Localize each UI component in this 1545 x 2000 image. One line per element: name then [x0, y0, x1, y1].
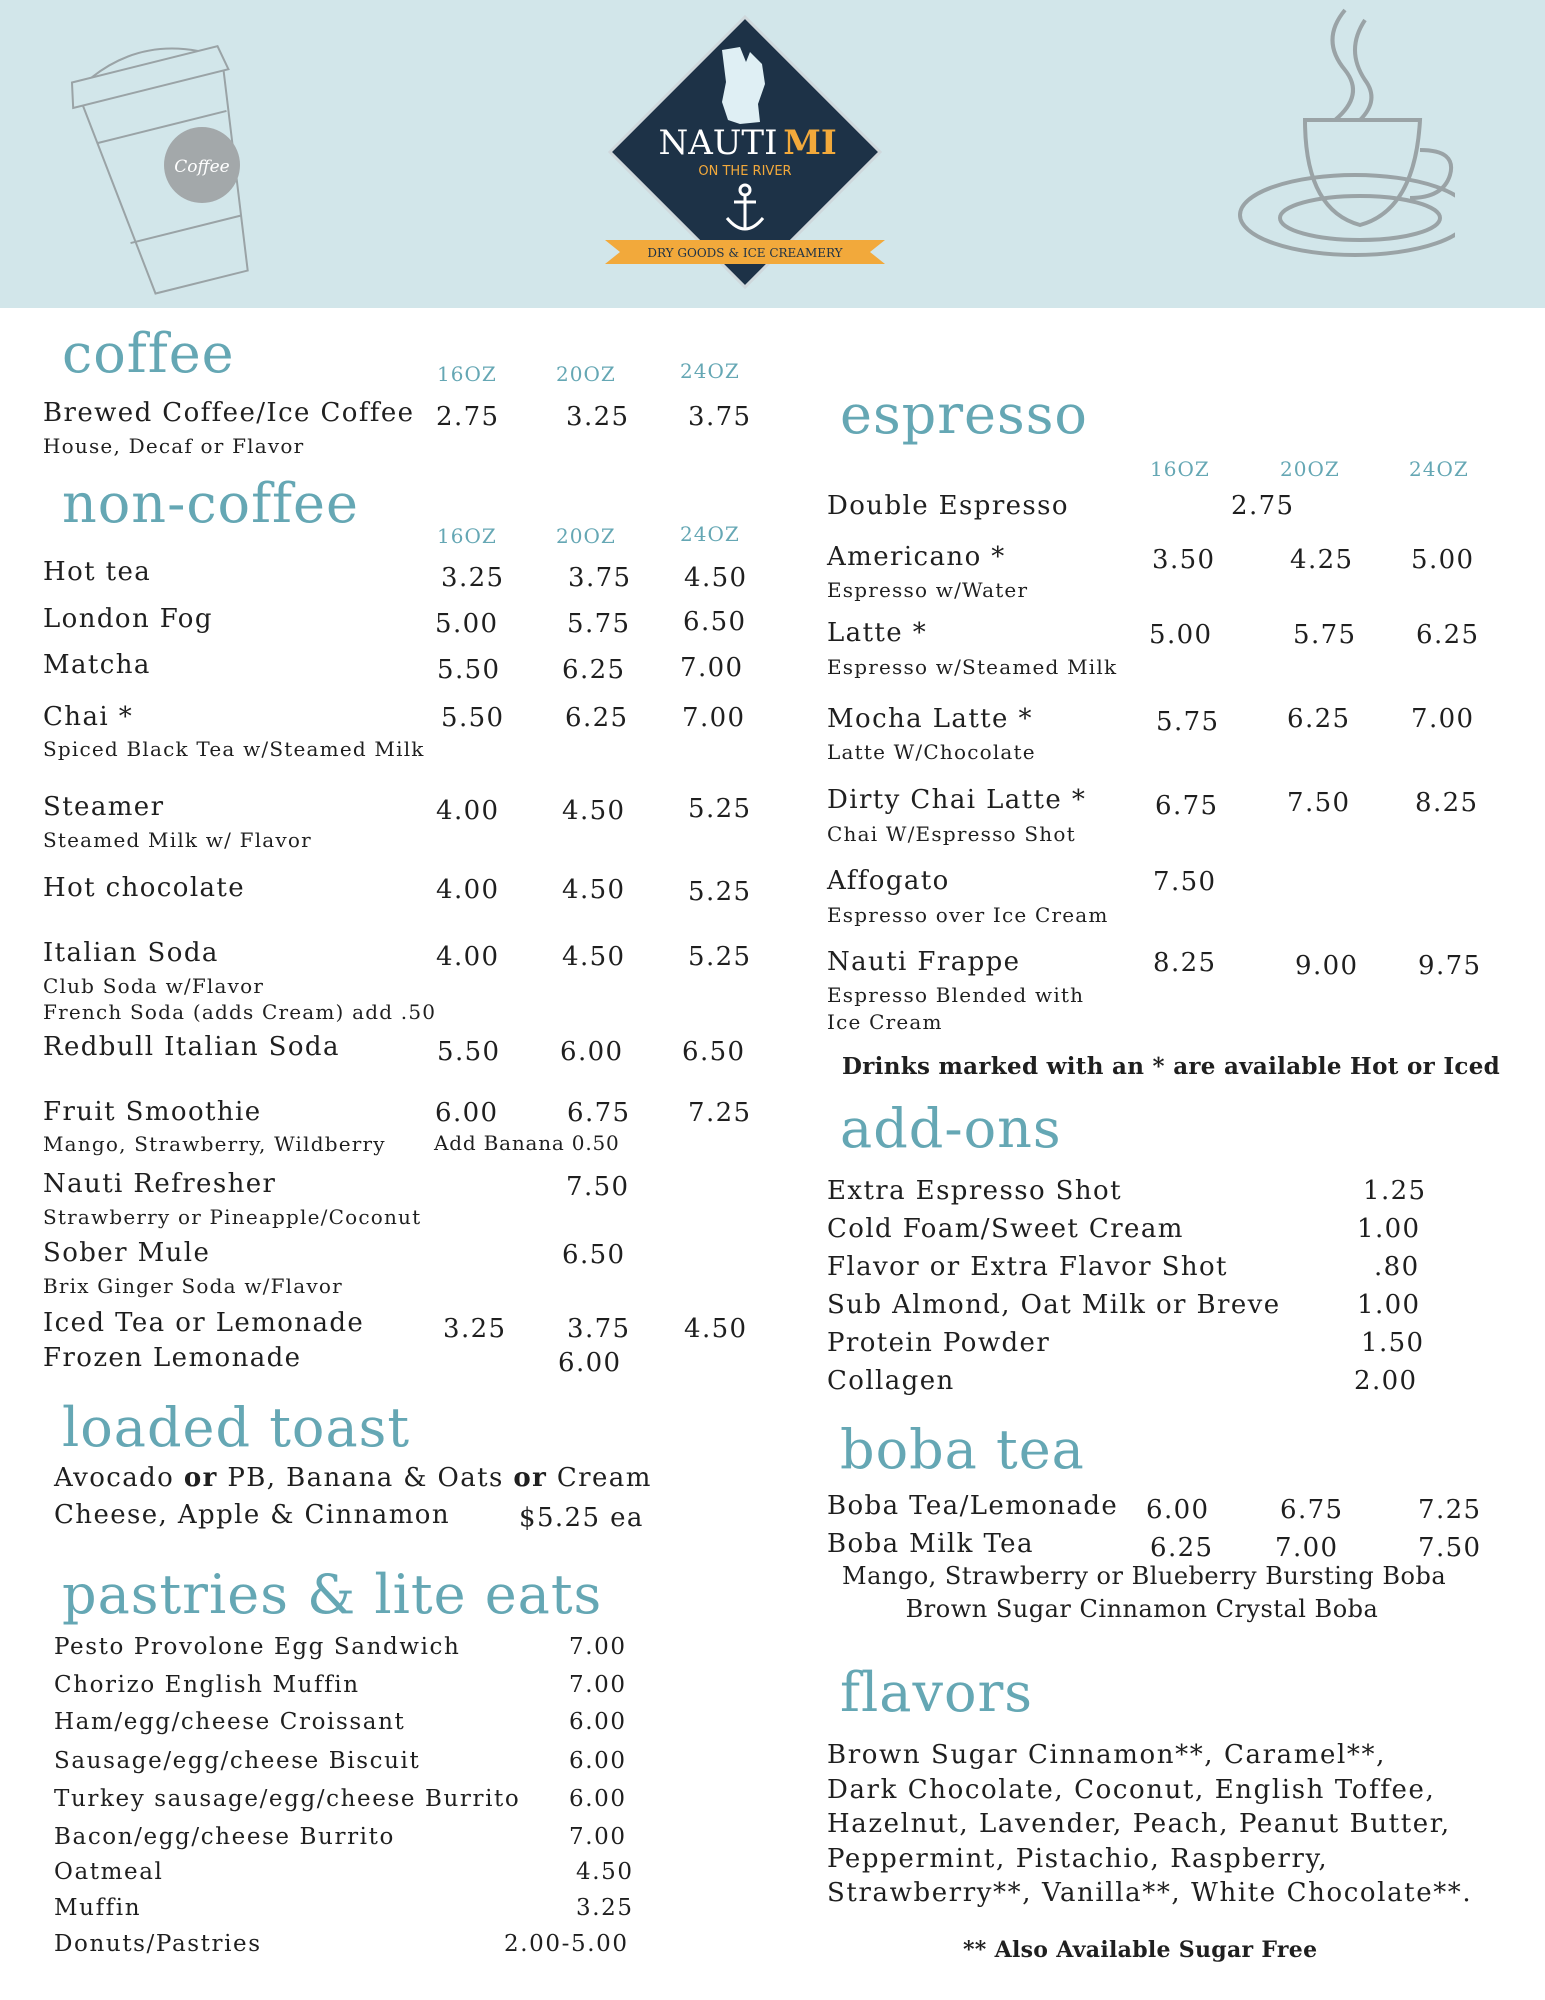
size-header: 16OZ — [437, 524, 497, 548]
menu-item-name: Hot chocolate — [43, 873, 246, 903]
menu-item-name: Nauti Refresher — [43, 1169, 277, 1199]
menu-item-desc: House, Decaf or Flavor — [43, 434, 305, 458]
menu-item-desc: Espresso over Ice Cream — [827, 903, 1109, 927]
menu-item-desc: Ice Cream — [827, 1010, 943, 1034]
coffee-cup-icon — [1195, 0, 1455, 290]
menu-item-name: Steamer — [43, 792, 165, 822]
size-header: 20OZ — [556, 362, 616, 386]
price: 4.50 — [562, 796, 626, 826]
price: 6.00 — [569, 1786, 627, 1812]
price: 7.00 — [569, 1672, 627, 1698]
menu-item-desc: Club Soda w/Flavor — [43, 974, 265, 998]
price: 7.50 — [566, 1172, 630, 1202]
svg-text:MI: MI — [783, 123, 837, 163]
menu-item-name: Italian Soda — [43, 938, 219, 968]
price: 7.00 — [1275, 1533, 1339, 1563]
price: 6.50 — [683, 607, 747, 637]
flavor-line: Peppermint, Pistachio, Raspberry, — [827, 1844, 1329, 1874]
price: .80 — [1374, 1252, 1420, 1282]
menu-item-name: Frozen Lemonade — [43, 1343, 302, 1373]
add-banana-note: Add Banana 0.50 — [434, 1131, 620, 1155]
price: 5.50 — [437, 1037, 501, 1067]
pastry-name: Bacon/egg/cheese Burrito — [54, 1824, 395, 1850]
price: 4.00 — [436, 942, 500, 972]
size-header: 24OZ — [680, 359, 740, 383]
price: 6.25 — [562, 655, 626, 685]
non-coffee-heading: non-coffee — [62, 472, 359, 535]
price: 7.50 — [1287, 788, 1351, 818]
menu-item-name: Americano * — [827, 542, 1006, 572]
menu-item-name: Latte * — [827, 618, 928, 648]
price: 4.50 — [684, 1314, 748, 1344]
menu-item-desc: Chai W/Espresso Shot — [827, 822, 1076, 846]
price: 6.50 — [562, 1240, 626, 1270]
pastry-name: Sausage/egg/cheese Biscuit — [54, 1748, 421, 1774]
price: 6.25 — [1287, 704, 1351, 734]
header-banner — [0, 0, 1545, 308]
price: 3.50 — [1152, 545, 1216, 575]
svg-text:ON THE RIVER: ON THE RIVER — [698, 164, 792, 179]
pastry-name: Oatmeal — [54, 1859, 164, 1885]
price: 5.00 — [435, 609, 499, 639]
price: 6.00 — [560, 1037, 624, 1067]
menu-item-desc: French Soda (adds Cream) add .50 — [43, 1000, 437, 1024]
menu-item-name: Brewed Coffee/Ice Coffee — [43, 398, 415, 428]
boba-item-name: Boba Tea/Lemonade — [827, 1491, 1119, 1521]
price: 5.25 — [688, 942, 752, 972]
menu-item-name: Fruit Smoothie — [43, 1097, 262, 1127]
price: 7.00 — [680, 653, 744, 683]
size-header: 16OZ — [437, 362, 497, 386]
flavor-line: Brown Sugar Cinnamon**, Caramel**, — [827, 1740, 1386, 1770]
price: 8.25 — [1415, 788, 1479, 818]
price: 9.00 — [1295, 951, 1359, 981]
size-header: 20OZ — [1280, 457, 1340, 481]
menu-item-desc: Latte W/Chocolate — [827, 740, 1036, 764]
addon-name: Sub Almond, Oat Milk or Breve — [827, 1290, 1281, 1320]
menu-item-desc: Mango, Strawberry, Wildberry — [43, 1132, 386, 1156]
svg-text:DRY GOODS & ICE CREAMERY: DRY GOODS & ICE CREAMERY — [647, 246, 843, 260]
toast-description: Cheese, Apple & Cinnamon — [54, 1500, 450, 1530]
price: 4.50 — [562, 875, 626, 905]
price: 7.00 — [569, 1634, 627, 1660]
price: 2.75 — [1231, 491, 1295, 521]
price: 4.50 — [684, 563, 748, 593]
menu-item-name: Chai * — [43, 702, 134, 732]
price: 3.75 — [567, 1314, 631, 1344]
price: 4.50 — [562, 942, 626, 972]
price: 5.75 — [1156, 707, 1220, 737]
boba-tea-heading: boba tea — [840, 1418, 1085, 1481]
svg-text:NAUTI: NAUTI — [658, 123, 778, 163]
price: 7.00 — [682, 703, 746, 733]
price: 5.50 — [437, 655, 501, 685]
price: 4.50 — [576, 1859, 634, 1885]
price: 6.00 — [569, 1709, 627, 1735]
price: 1.50 — [1361, 1328, 1425, 1358]
takeaway-coffee-cup-icon — [55, 30, 305, 300]
menu-item-desc: Spiced Black Tea w/Steamed Milk — [43, 737, 425, 761]
toast-price: $5.25 ea — [519, 1503, 644, 1533]
pastry-name: Ham/egg/cheese Croissant — [54, 1709, 406, 1735]
loaded-toast-heading: loaded toast — [62, 1396, 411, 1459]
price: 7.25 — [688, 1098, 752, 1128]
price: 4.25 — [1290, 545, 1354, 575]
menu-item-name: London Fog — [43, 604, 213, 634]
price: 7.00 — [1411, 704, 1475, 734]
price: 5.25 — [688, 794, 752, 824]
price: 3.75 — [688, 402, 752, 432]
menu-item-name: Affogato — [827, 866, 950, 896]
price: 7.50 — [1153, 867, 1217, 897]
price: 5.00 — [1149, 620, 1213, 650]
menu-item-desc: Espresso Blended with — [827, 983, 1085, 1007]
pastries-heading: pastries & lite eats — [62, 1563, 603, 1626]
menu-item-name: Mocha Latte * — [827, 704, 1033, 734]
pastry-name: Donuts/Pastries — [54, 1931, 262, 1957]
menu-item-desc: Espresso w/Steamed Milk — [827, 655, 1118, 679]
espresso-heading: espresso — [840, 383, 1088, 446]
price: 6.00 — [435, 1098, 499, 1128]
price: 5.50 — [441, 703, 505, 733]
menu-item-name: Double Espresso — [827, 491, 1069, 521]
size-header: 20OZ — [556, 524, 616, 548]
add-ons-heading: add-ons — [840, 1097, 1062, 1160]
price: 6.00 — [569, 1748, 627, 1774]
price: 4.00 — [436, 875, 500, 905]
price: 2.00-5.00 — [504, 1931, 629, 1957]
menu-item-name: Sober Mule — [43, 1238, 211, 1268]
price: 6.25 — [565, 703, 629, 733]
hot-or-iced-note: Drinks marked with an * are available Hot or Iced — [842, 1053, 1501, 1080]
flavor-line: Strawberry**, Vanilla**, White Chocolate**. — [827, 1878, 1473, 1908]
price: 7.50 — [1418, 1533, 1482, 1563]
price: 6.50 — [682, 1037, 746, 1067]
flavor-line: Dark Chocolate, Coconut, English Toffee, — [827, 1775, 1436, 1805]
addon-name: Extra Espresso Shot — [827, 1176, 1122, 1206]
price: 9.75 — [1418, 951, 1482, 981]
boba-item-name: Boba Milk Tea — [827, 1529, 1034, 1559]
menu-item-desc: Espresso w/Water — [827, 578, 1029, 602]
price: 5.75 — [567, 609, 631, 639]
pastry-name: Chorizo English Muffin — [54, 1672, 360, 1698]
nauti-mi-logo — [600, 12, 890, 292]
sugar-free-note: ** Also Available Sugar Free — [963, 1937, 1318, 1963]
menu-item-name: Hot tea — [43, 557, 152, 587]
flavor-line: Hazelnut, Lavender, Peach, Peanut Butter, — [827, 1809, 1451, 1839]
price: 3.25 — [443, 1314, 507, 1344]
price: 1.00 — [1357, 1214, 1421, 1244]
price: 6.00 — [558, 1348, 622, 1378]
menu-item-name: Dirty Chai Latte * — [827, 785, 1087, 815]
price: 1.25 — [1363, 1176, 1427, 1206]
pastry-name: Muffin — [54, 1895, 142, 1921]
menu-item-desc: Steamed Milk w/ Flavor — [43, 828, 312, 852]
menu-item-name: Nauti Frappe — [827, 947, 1021, 977]
addon-name: Flavor or Extra Flavor Shot — [827, 1252, 1228, 1282]
boba-note: Mango, Strawberry or Blueberry Bursting Boba — [842, 1562, 1447, 1590]
addon-name: Cold Foam/Sweet Cream — [827, 1214, 1184, 1244]
menu-item-name: Matcha — [43, 650, 151, 680]
price: 3.25 — [441, 563, 505, 593]
size-header: 24OZ — [1409, 457, 1469, 481]
size-header: 24OZ — [680, 522, 740, 546]
price: 2.75 — [436, 402, 500, 432]
pastry-name: Pesto Provolone Egg Sandwich — [54, 1634, 461, 1660]
price: 5.25 — [688, 877, 752, 907]
price: 6.25 — [1416, 620, 1480, 650]
menu-item-name: Redbull Italian Soda — [43, 1032, 340, 1062]
price: 6.25 — [1150, 1533, 1214, 1563]
menu-item-desc: Strawberry or Pineapple/Coconut — [43, 1205, 422, 1229]
price: 5.75 — [1293, 620, 1357, 650]
coffee-heading: coffee — [62, 322, 235, 385]
price: 6.00 — [1146, 1495, 1210, 1525]
menu-item-name: Iced Tea or Lemonade — [43, 1308, 365, 1338]
price: 8.25 — [1153, 948, 1217, 978]
price: 3.75 — [568, 563, 632, 593]
price: 6.75 — [567, 1098, 631, 1128]
price: 3.25 — [566, 402, 630, 432]
size-header: 16OZ — [1150, 457, 1210, 481]
menu-item-desc: Brix Ginger Soda w/Flavor — [43, 1274, 343, 1298]
price: 6.75 — [1280, 1495, 1344, 1525]
price: 2.00 — [1354, 1366, 1418, 1396]
addon-name: Collagen — [827, 1366, 955, 1396]
pastry-name: Turkey sausage/egg/cheese Burrito — [54, 1786, 521, 1812]
svg-text:Coffee: Coffee — [174, 157, 230, 177]
price: 7.25 — [1418, 1495, 1482, 1525]
boba-note: Brown Sugar Cinnamon Crystal Boba — [905, 1595, 1379, 1623]
price: 7.00 — [569, 1824, 627, 1850]
price: 5.00 — [1411, 545, 1475, 575]
toast-description: Avocado or PB, Banana & Oats or Cream — [54, 1463, 652, 1493]
price: 3.25 — [576, 1895, 634, 1921]
price: 4.00 — [436, 796, 500, 826]
price: 1.00 — [1357, 1290, 1421, 1320]
flavors-heading: flavors — [840, 1661, 1033, 1724]
price: 6.75 — [1155, 791, 1219, 821]
addon-name: Protein Powder — [827, 1328, 1051, 1358]
